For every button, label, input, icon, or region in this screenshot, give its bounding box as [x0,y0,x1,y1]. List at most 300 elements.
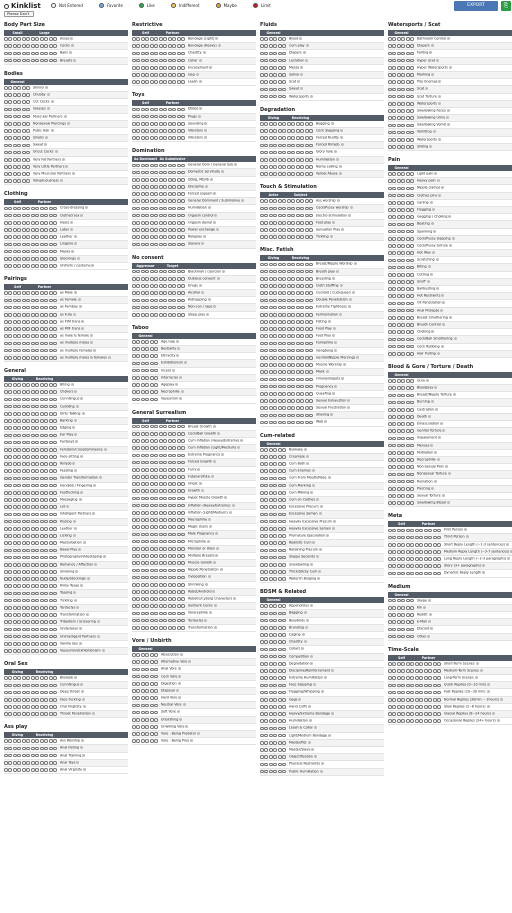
choice-radio[interactable] [154,732,158,736]
choice-radio[interactable] [278,165,282,169]
choice-radio[interactable] [22,426,26,430]
choice-radio[interactable] [273,676,277,680]
choice-radio[interactable] [4,383,8,387]
choice-radio[interactable] [177,306,181,310]
choice-radio[interactable] [406,230,410,234]
choice-radio[interactable] [406,237,410,241]
choice-radio[interactable] [264,165,268,169]
choice-radio[interactable] [282,684,286,688]
choice-radio[interactable] [406,109,410,113]
choice-radio[interactable] [401,401,405,405]
choice-radio[interactable] [26,577,30,581]
choice-radio[interactable] [392,408,396,412]
help-icon[interactable] [203,51,206,54]
choice-radio[interactable] [172,228,176,232]
choice-radio[interactable] [154,547,158,551]
choice-radio[interactable] [31,52,35,56]
choice-radio[interactable] [31,349,35,353]
choice-radio[interactable] [8,349,12,353]
choice-radio[interactable] [145,347,149,351]
choice-radio[interactable] [163,597,167,601]
choice-radio[interactable] [150,432,154,436]
choice-radio[interactable] [17,448,21,452]
choice-radio[interactable] [49,768,53,772]
choice-radio[interactable] [53,599,57,603]
choice-radio[interactable] [8,563,12,567]
choice-radio[interactable] [309,306,313,310]
help-icon[interactable] [333,327,336,330]
choice-radio[interactable] [13,179,17,183]
choice-radio[interactable] [17,484,21,488]
choice-radio[interactable] [49,498,53,502]
choice-radio[interactable] [35,541,39,545]
choice-radio[interactable] [8,642,12,646]
choice-radio[interactable] [35,299,39,303]
choice-radio[interactable] [145,497,149,501]
choice-radio[interactable] [273,158,277,162]
choice-radio[interactable] [300,299,304,303]
choice-radio[interactable] [136,454,140,458]
help-icon[interactable] [178,682,181,685]
choice-radio[interactable] [278,619,282,623]
choice-radio[interactable] [4,158,8,162]
choice-radio[interactable] [31,577,35,581]
choice-radio[interactable] [141,704,145,708]
choice-radio[interactable] [388,266,392,270]
choice-radio[interactable] [4,100,8,104]
choice-radio[interactable] [17,620,21,624]
choice-radio[interactable] [264,291,268,295]
choice-radio[interactable] [401,109,405,113]
choice-radio[interactable] [136,369,140,373]
choice-radio[interactable] [44,264,48,268]
choice-radio[interactable] [264,392,268,396]
choice-radio[interactable] [181,66,185,70]
choice-radio[interactable] [163,37,167,41]
choice-radio[interactable] [168,590,172,594]
help-icon[interactable] [78,298,81,301]
choice-radio[interactable] [388,138,392,142]
choice-radio[interactable] [273,541,277,545]
choice-radio[interactable] [273,563,277,567]
choice-radio[interactable] [31,642,35,646]
choice-radio[interactable] [53,59,57,63]
choice-radio[interactable] [406,88,410,92]
choice-radio[interactable] [13,441,17,445]
choice-radio[interactable] [22,739,26,743]
choice-radio[interactable] [22,505,26,509]
choice-radio[interactable] [410,187,414,191]
choice-radio[interactable] [260,144,264,148]
choice-radio[interactable] [26,527,30,531]
choice-radio[interactable] [410,66,414,70]
choice-radio[interactable] [264,59,268,63]
choice-radio[interactable] [136,711,140,715]
choice-radio[interactable] [278,763,282,767]
choice-radio[interactable] [177,511,181,515]
choice-radio[interactable] [13,172,17,176]
choice-radio[interactable] [287,158,291,162]
choice-radio[interactable] [168,432,172,436]
choice-radio[interactable] [278,534,282,538]
help-icon[interactable] [99,476,102,479]
choice-radio[interactable] [132,468,136,472]
help-icon[interactable] [72,172,75,175]
choice-radio[interactable] [17,144,21,148]
choice-radio[interactable] [309,277,313,281]
choice-radio[interactable] [132,497,136,501]
choice-radio[interactable] [273,313,277,317]
choice-radio[interactable] [388,543,392,547]
choice-radio[interactable] [397,73,401,77]
choice-radio[interactable] [26,606,30,610]
choice-radio[interactable] [172,80,176,84]
choice-radio[interactable] [22,613,26,617]
choice-radio[interactable] [181,533,185,537]
help-icon[interactable] [87,577,90,580]
choice-radio[interactable] [40,257,44,261]
choice-radio[interactable] [415,536,419,540]
choice-radio[interactable] [260,669,264,673]
choice-radio[interactable] [49,534,53,538]
choice-radio[interactable] [145,291,149,295]
choice-radio[interactable] [260,691,264,695]
choice-radio[interactable] [260,88,264,92]
choice-radio[interactable] [40,37,44,41]
help-icon[interactable] [74,291,77,294]
choice-radio[interactable] [40,606,44,610]
choice-radio[interactable] [22,620,26,624]
choice-radio[interactable] [163,511,167,515]
choice-radio[interactable] [145,504,149,508]
choice-radio[interactable] [264,563,268,567]
choice-radio[interactable] [159,525,163,529]
choice-radio[interactable] [132,383,136,387]
choice-radio[interactable] [410,309,414,313]
choice-radio[interactable] [296,199,300,203]
choice-radio[interactable] [278,291,282,295]
help-icon[interactable] [229,511,232,514]
choice-radio[interactable] [17,570,21,574]
choice-radio[interactable] [159,597,163,601]
choice-radio[interactable] [159,497,163,501]
choice-radio[interactable] [35,563,39,567]
help-icon[interactable] [179,718,182,721]
choice-radio[interactable] [132,284,136,288]
choice-radio[interactable] [13,491,17,495]
choice-radio[interactable] [4,754,8,758]
choice-radio[interactable] [141,511,145,515]
choice-radio[interactable] [282,748,286,752]
choice-radio[interactable] [17,712,21,716]
choice-radio[interactable] [401,138,405,142]
choice-radio[interactable] [264,549,268,553]
help-icon[interactable] [427,280,430,283]
choice-radio[interactable] [273,59,277,63]
choice-radio[interactable] [388,572,392,576]
choice-radio[interactable] [22,684,26,688]
choice-radio[interactable] [296,277,300,281]
choice-radio[interactable] [17,93,21,97]
choice-radio[interactable] [278,363,282,367]
choice-radio[interactable] [4,299,8,303]
choice-radio[interactable] [53,592,57,596]
choice-radio[interactable] [282,52,286,56]
choice-radio[interactable] [264,356,268,360]
choice-radio[interactable] [22,306,26,310]
choice-radio[interactable] [291,414,295,418]
choice-radio[interactable] [132,675,136,679]
choice-radio[interactable] [287,263,291,267]
choice-radio[interactable] [177,115,181,119]
choice-radio[interactable] [31,434,35,438]
choice-radio[interactable] [406,95,410,99]
choice-radio[interactable] [181,164,185,168]
choice-radio[interactable] [44,59,48,63]
help-icon[interactable] [431,222,434,225]
choice-radio[interactable] [154,668,158,672]
help-icon[interactable] [76,405,79,408]
choice-radio[interactable] [44,613,48,617]
help-icon[interactable] [69,51,72,54]
choice-radio[interactable] [44,691,48,695]
choice-radio[interactable] [264,570,268,574]
choice-radio[interactable] [22,556,26,560]
choice-radio[interactable] [287,221,291,225]
choice-radio[interactable] [40,59,44,63]
choice-radio[interactable] [31,477,35,481]
choice-radio[interactable] [397,529,401,533]
choice-radio[interactable] [159,569,163,573]
choice-radio[interactable] [53,570,57,574]
choice-radio[interactable] [278,626,282,630]
choice-radio[interactable] [159,306,163,310]
choice-radio[interactable] [278,122,282,126]
choice-radio[interactable] [35,628,39,632]
choice-radio[interactable] [44,462,48,466]
help-icon[interactable] [213,460,216,463]
help-icon[interactable] [347,406,350,409]
choice-radio[interactable] [437,557,441,561]
choice-radio[interactable] [264,655,268,659]
choice-radio[interactable] [154,604,158,608]
help-icon[interactable] [436,258,439,261]
help-icon[interactable] [203,235,206,238]
choice-radio[interactable] [401,302,405,306]
choice-radio[interactable] [40,221,44,225]
choice-radio[interactable] [273,270,277,274]
choice-radio[interactable] [53,250,57,254]
choice-radio[interactable] [172,525,176,529]
choice-radio[interactable] [145,612,149,616]
choice-radio[interactable] [406,429,410,433]
choice-radio[interactable] [132,221,136,225]
choice-radio[interactable] [269,66,273,70]
choice-radio[interactable] [388,302,392,306]
choice-radio[interactable] [31,342,35,346]
choice-radio[interactable] [132,554,136,558]
choice-radio[interactable] [8,541,12,545]
choice-radio[interactable] [168,291,172,295]
choice-radio[interactable] [150,597,154,601]
choice-radio[interactable] [309,263,313,267]
choice-radio[interactable] [410,386,414,390]
choice-radio[interactable] [397,599,401,603]
choice-radio[interactable] [35,584,39,588]
choice-radio[interactable] [181,228,185,232]
choice-radio[interactable] [282,88,286,92]
choice-radio[interactable] [388,124,392,128]
choice-radio[interactable] [428,557,432,561]
choice-radio[interactable] [4,426,8,430]
help-icon[interactable] [332,277,335,280]
choice-radio[interactable] [278,712,282,716]
choice-radio[interactable] [31,44,35,48]
choice-radio[interactable] [31,59,35,63]
choice-radio[interactable] [181,291,185,295]
choice-radio[interactable] [410,564,414,568]
choice-radio[interactable] [141,59,145,63]
choice-radio[interactable] [17,684,21,688]
choice-radio[interactable] [35,534,39,538]
choice-radio[interactable] [278,306,282,310]
choice-radio[interactable] [145,533,149,537]
choice-radio[interactable] [150,454,154,458]
help-icon[interactable] [176,340,179,343]
choice-radio[interactable] [13,235,17,239]
choice-radio[interactable] [305,151,309,155]
choice-radio[interactable] [406,501,410,505]
choice-radio[interactable] [264,327,268,331]
choice-radio[interactable] [282,306,286,310]
choice-radio[interactable] [397,66,401,70]
choice-radio[interactable] [49,649,53,653]
choice-radio[interactable] [4,93,8,97]
choice-radio[interactable] [26,412,30,416]
help-icon[interactable] [178,667,181,670]
choice-radio[interactable] [150,164,154,168]
choice-radio[interactable] [141,718,145,722]
choice-radio[interactable] [26,584,30,588]
choice-radio[interactable] [26,684,30,688]
choice-radio[interactable] [145,66,149,70]
help-icon[interactable] [336,158,339,161]
choice-radio[interactable] [406,386,410,390]
help-icon[interactable] [453,393,456,396]
choice-radio[interactable] [163,129,167,133]
choice-radio[interactable] [260,172,264,176]
choice-radio[interactable] [309,129,313,133]
choice-radio[interactable] [159,214,163,218]
choice-radio[interactable] [8,136,12,140]
choice-radio[interactable] [8,129,12,133]
choice-radio[interactable] [181,235,185,239]
choice-radio[interactable] [260,80,264,84]
choice-radio[interactable] [22,313,26,317]
help-icon[interactable] [71,44,74,47]
choice-radio[interactable] [154,340,158,344]
choice-radio[interactable] [264,144,268,148]
choice-radio[interactable] [181,284,185,288]
choice-radio[interactable] [13,549,17,553]
choice-radio[interactable] [287,349,291,353]
choice-radio[interactable] [44,243,48,247]
choice-radio[interactable] [136,668,140,672]
choice-radio[interactable] [40,405,44,409]
choice-radio[interactable] [260,165,264,169]
choice-radio[interactable] [31,291,35,295]
choice-radio[interactable] [44,235,48,239]
choice-radio[interactable] [44,426,48,430]
choice-radio[interactable] [296,291,300,295]
choice-radio[interactable] [26,649,30,653]
choice-radio[interactable] [159,504,163,508]
choice-radio[interactable] [282,199,286,203]
choice-radio[interactable] [401,338,405,342]
choice-radio[interactable] [13,684,17,688]
choice-radio[interactable] [428,529,432,533]
choice-radio[interactable] [163,432,167,436]
choice-radio[interactable] [44,628,48,632]
choice-radio[interactable] [17,349,21,353]
choice-radio[interactable] [273,770,277,774]
choice-radio[interactable] [145,44,149,48]
choice-radio[interactable] [273,306,277,310]
help-icon[interactable] [232,504,235,507]
choice-radio[interactable] [17,313,21,317]
choice-radio[interactable] [8,549,12,553]
help-icon[interactable] [340,284,343,287]
choice-radio[interactable] [406,473,410,477]
choice-radio[interactable] [388,73,392,77]
choice-radio[interactable] [181,597,185,601]
choice-radio[interactable] [269,662,273,666]
choice-radio[interactable] [49,412,53,416]
choice-radio[interactable] [273,741,277,745]
help-icon[interactable] [74,390,77,393]
choice-radio[interactable] [278,356,282,360]
choice-radio[interactable] [269,469,273,473]
help-icon[interactable] [86,613,89,616]
help-icon[interactable] [328,320,331,323]
choice-radio[interactable] [154,299,158,303]
choice-radio[interactable] [388,599,392,603]
choice-radio[interactable] [40,455,44,459]
choice-radio[interactable] [53,469,57,473]
choice-radio[interactable] [53,534,57,538]
choice-radio[interactable] [13,122,17,126]
choice-radio[interactable] [141,52,145,56]
choice-radio[interactable] [168,626,172,630]
choice-radio[interactable] [172,44,176,48]
choice-radio[interactable] [181,583,185,587]
choice-radio[interactable] [287,284,291,288]
choice-radio[interactable] [40,207,44,211]
choice-radio[interactable] [49,563,53,567]
choice-radio[interactable] [401,244,405,248]
choice-radio[interactable] [17,214,21,218]
choice-radio[interactable] [401,345,405,349]
choice-radio[interactable] [150,115,154,119]
choice-radio[interactable] [264,129,268,133]
choice-radio[interactable] [150,313,154,317]
help-icon[interactable] [445,465,448,468]
choice-radio[interactable] [401,429,405,433]
choice-radio[interactable] [17,541,21,545]
help-icon[interactable] [438,194,441,197]
choice-radio[interactable] [401,408,405,412]
choice-radio[interactable] [163,122,167,126]
